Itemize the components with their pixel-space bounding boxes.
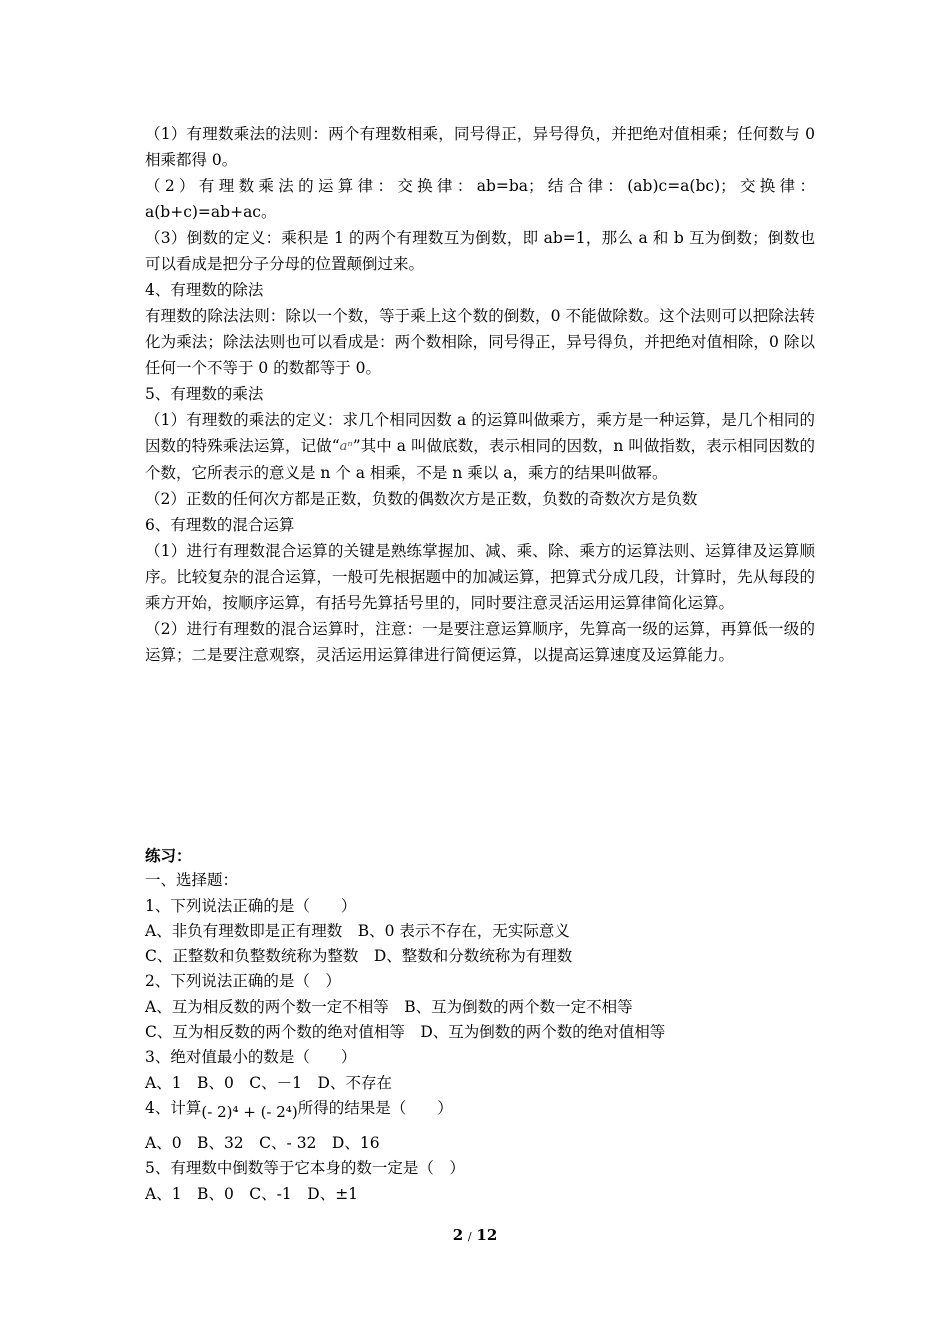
mixed-operations-notes: （2）进行有理数的混合运算时，注意：一是要注意运算顺序，先算高一级的运算，再算低一级的运算；二是要注意观察，灵活运用运算律进行简便运算，以提高运算速度及运算能力。: [145, 620, 815, 664]
power-heading: 5、有理数的乘法: [145, 385, 264, 403]
question-4-suffix: 所得的结果是（ ）: [297, 1098, 453, 1117]
question-2-options-ab: A、互为相反数的两个数一定不相等 B、互为倒数的两个数一定不相等: [145, 997, 633, 1016]
power-sign-rule: （2）正数的任何次方都是正数，负数的偶数次方是正数，负数的奇数次方是负数: [145, 490, 698, 508]
multiplication-rule: （1）有理数乘法的法则：两个有理数相乘，同号得正，异号得负，并把绝对值相乘；任何数与 0 相乘都得 0。: [145, 125, 815, 169]
section-heading: 一、选择题：: [145, 871, 239, 890]
page-number: 2: [452, 1226, 464, 1244]
power-definition-start: （1）有理数的乘法的定义：求几个相同因数 a 的运算叫做乘方，乘方是一种运算，是几个相同的因数的特殊乘法运算，记做“: [145, 411, 815, 455]
page-total: 12: [476, 1226, 498, 1244]
question-4-options: A、0 B、32 C、- 32 D、16: [145, 1133, 380, 1152]
question-4-prefix: 4、计算: [145, 1098, 202, 1117]
question-1-options-ab: A、非负有理数即是正有理数 B、0 表示不存在，无实际意义: [145, 921, 570, 940]
power-definition-end: ”其中 a 叫做底数，表示相同的因数，n 叫做指数，表示相同因数的个数，它所表示的意义是 n 个 a 相乘，不是 n 乘以 a，乘方的结果叫做幂。: [145, 437, 815, 482]
division-heading: 4、有理数的除法: [145, 281, 264, 299]
question-4: [145, 1096, 815, 1131]
mixed-operations-heading: 6、有理数的混合运算: [145, 516, 295, 534]
question-5: 5、有理数中倒数等于它本身的数一定是（ ）: [145, 1159, 465, 1178]
question-2-options-cd: C、互为相反数的两个数的绝对值相等 D、互为倒数的两个数的绝对值相等: [145, 1023, 666, 1042]
notes-section: [145, 121, 815, 668]
page-footer: [0, 1226, 950, 1244]
question-1-options-cd: C、正整数和负整数统称为整数 D、整数和分数统称为有理数: [145, 947, 573, 966]
exercises-section: [145, 843, 815, 1207]
question-3-options: A、1 B、0 C、－1 D、不存在: [145, 1073, 392, 1092]
page-separator: /: [467, 1230, 472, 1243]
reciprocal-definition: （3）倒数的定义：乘积是 1 的两个有理数互为倒数，即 ab=1，那么 a 和 b 互为倒数；倒数也可以看成是把分子分母的位置颠倒过来。: [145, 229, 815, 273]
division-rule: 有理数的除法法则：除以一个数，等于乘上这个数的倒数，0 不能做除数。这个法则可以把除法转化为乘法；除法法则也可以看成是：两个数相除，同号得正，异号得负，并把绝对值相除，0 除以任何一个不等于 0 的数都等于 0。: [145, 307, 815, 377]
exercises-title: 练习：: [145, 846, 192, 865]
question-5-options: A、1 B、0 C、-1 D、±1: [145, 1184, 359, 1203]
question-4-formula: (- 2)⁴ + (- 2⁴): [201, 1102, 298, 1121]
question-3: 3、绝对值最小的数是（ ）: [145, 1048, 357, 1067]
multiplication-laws: （2）有理数乘法的运算律：交换律：ab=ba；结合律：(ab)c=a(bc)；交换律：a(b+c)=ab+ac。: [145, 177, 815, 221]
power-notation: aⁿ: [339, 439, 353, 454]
power-definition: [145, 407, 815, 486]
mixed-operations-key: （1）进行有理数混合运算的关键是熟练掌握加、减、乘、除、乘方的运算法则、运算律及运算顺序。比较复杂的混合运算，一般可先根据题中的加减运算，把算式分成几段，计算时，先从每段的乘方开始，按顺序运算，有括号先算括号里的，同时要注意灵活运用运算律简化运算。: [145, 542, 815, 612]
question-1: 1、下列说法正确的是（ ）: [145, 896, 357, 915]
question-2: 2、下列说法正确的是（ ）: [145, 972, 341, 991]
